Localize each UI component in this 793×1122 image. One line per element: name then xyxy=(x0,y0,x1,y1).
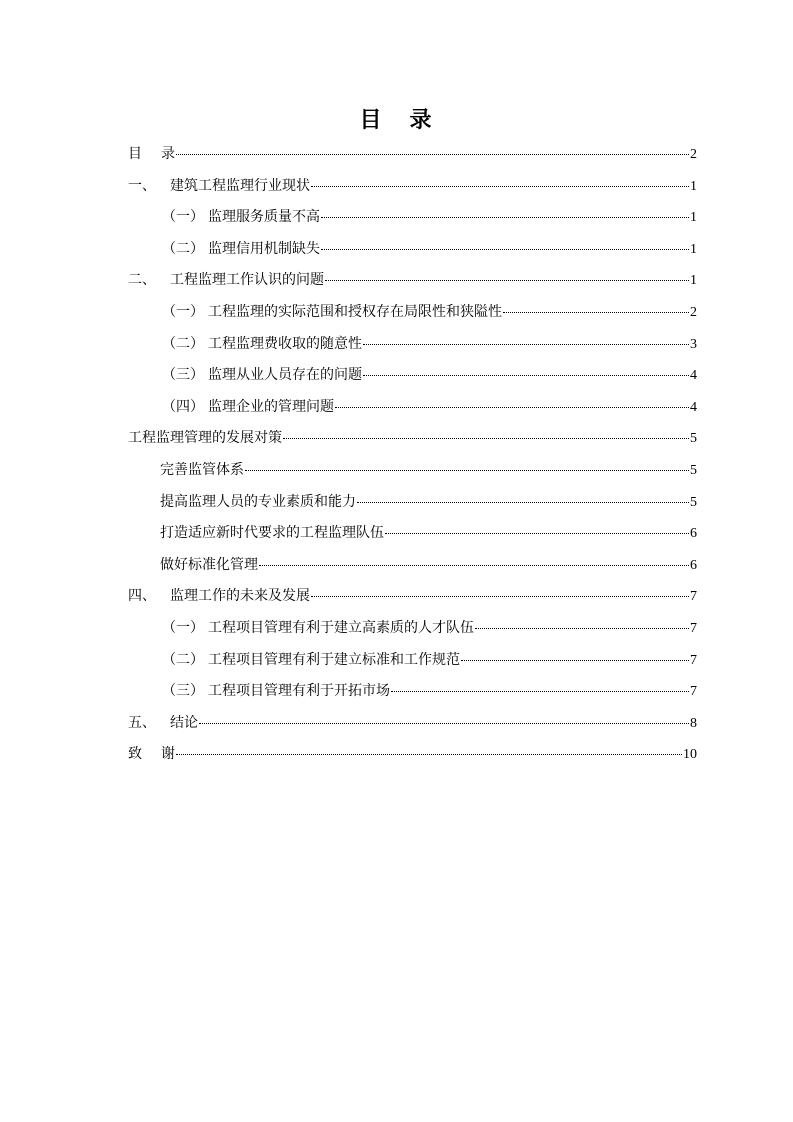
toc-entry-label: 做好标准化管理 xyxy=(160,556,258,573)
toc-entry-page-number: 5 xyxy=(690,494,697,510)
dot-leader xyxy=(385,533,689,534)
toc-entry-page-number: 1 xyxy=(690,241,697,257)
toc-entry-page-number: 4 xyxy=(690,368,697,384)
toc-entry-label: 工程项目管理有利于开拓市场 xyxy=(208,683,390,700)
toc-entry-page-number: 8 xyxy=(690,715,697,731)
toc-entry[interactable] xyxy=(128,238,697,270)
toc-entry-label: 监理企业的管理问题 xyxy=(208,398,334,415)
toc-entry[interactable] xyxy=(128,522,697,554)
toc-entry-number: （一） xyxy=(162,303,204,320)
toc-entry[interactable] xyxy=(128,175,697,207)
toc-entry-page-number: 4 xyxy=(690,399,697,415)
toc-entry-page-number: 10 xyxy=(683,747,697,763)
toc-entry[interactable] xyxy=(128,743,697,775)
toc-entry[interactable] xyxy=(128,680,697,712)
toc-entry[interactable] xyxy=(128,459,697,491)
toc-entry-number: （一） xyxy=(162,209,204,226)
toc-entry-page-number: 1 xyxy=(690,178,697,194)
table-of-contents xyxy=(128,143,697,775)
toc-entry-number: （一） xyxy=(162,619,204,636)
toc-entry-page-number: 5 xyxy=(690,462,697,478)
dot-leader xyxy=(503,312,689,313)
toc-entry-page-number: 3 xyxy=(690,336,697,352)
toc-entry-label: 录 xyxy=(161,146,175,162)
toc-entry-number: 致 xyxy=(128,746,142,763)
dot-leader xyxy=(363,375,689,376)
toc-entry-label: 工程项目管理有利于建立标准和工作规范 xyxy=(208,651,460,668)
toc-entry-number: 五、 xyxy=(128,714,156,731)
toc-entry-label: 监理从业人员存在的问题 xyxy=(208,367,362,384)
dot-leader xyxy=(321,217,689,218)
toc-entry-label: 监理服务质量不高 xyxy=(208,209,320,226)
dot-leader xyxy=(461,660,689,661)
dot-leader xyxy=(363,344,689,345)
dot-leader xyxy=(475,628,689,629)
toc-entry[interactable] xyxy=(128,712,697,744)
toc-entry-number: （二） xyxy=(162,651,204,668)
dot-leader xyxy=(283,438,689,439)
toc-entry-label: 完善监管体系 xyxy=(160,461,244,478)
toc-entry-label: 结论 xyxy=(170,714,198,731)
dot-leader xyxy=(199,723,689,724)
toc-entry-number: （二） xyxy=(162,240,204,257)
toc-entry-page-number: 7 xyxy=(690,620,697,636)
toc-entry-number: 一、 xyxy=(128,177,156,194)
toc-entry-label: 提高监理人员的专业素质和能力 xyxy=(160,493,356,510)
toc-entry-number: （四） xyxy=(162,398,204,415)
toc-entry[interactable] xyxy=(128,491,697,523)
toc-entry-number: （二） xyxy=(162,335,204,352)
toc-entry[interactable] xyxy=(128,554,697,586)
dot-leader xyxy=(335,407,689,408)
dot-leader xyxy=(391,691,689,692)
toc-entry-label: 工程监理费收取的随意性 xyxy=(208,335,362,352)
toc-entry-page-number: 7 xyxy=(690,589,697,605)
toc-entry-number: 四、 xyxy=(128,588,156,605)
toc-entry[interactable] xyxy=(128,585,697,617)
toc-entry[interactable] xyxy=(128,269,697,301)
toc-entry-page-number: 6 xyxy=(690,557,697,573)
toc-entry[interactable] xyxy=(128,143,697,175)
toc-entry-number: 二、 xyxy=(128,272,156,289)
toc-entry-page-number: 5 xyxy=(690,431,697,447)
toc-entry-label: 工程监理管理的发展对策 xyxy=(128,430,282,447)
toc-entry[interactable] xyxy=(128,396,697,428)
dot-leader xyxy=(357,502,689,503)
toc-entry[interactable] xyxy=(128,649,697,681)
dot-leader xyxy=(176,754,682,755)
toc-entry-page-number: 2 xyxy=(690,147,697,162)
dot-leader xyxy=(311,186,689,187)
toc-entry-number: （三） xyxy=(162,683,204,700)
toc-heading-part1: 目 xyxy=(359,107,384,133)
toc-entry-number: 目 xyxy=(128,146,142,162)
toc-heading-part2: 录 xyxy=(409,107,434,133)
toc-entry-label: 工程监理工作认识的问题 xyxy=(170,272,324,289)
toc-entry-page-number: 7 xyxy=(690,684,697,700)
toc-entry-page-number: 7 xyxy=(690,652,697,668)
toc-entry-label: 谢 xyxy=(161,746,175,763)
dot-leader xyxy=(311,596,689,597)
toc-heading xyxy=(0,103,793,134)
dot-leader xyxy=(325,280,689,281)
toc-entry-page-number: 1 xyxy=(690,273,697,289)
toc-entry-page-number: 1 xyxy=(690,210,697,226)
toc-entry[interactable] xyxy=(128,206,697,238)
toc-entry[interactable] xyxy=(128,364,697,396)
toc-entry-label: 工程监理的实际范围和授权存在局限性和狭隘性 xyxy=(208,303,502,320)
toc-entry-page-number: 2 xyxy=(690,304,697,320)
toc-entry-page-number: 6 xyxy=(690,526,697,542)
toc-entry-label: 打造适应新时代要求的工程监理队伍 xyxy=(160,525,384,542)
dot-leader xyxy=(259,565,689,566)
toc-entry[interactable] xyxy=(128,333,697,365)
toc-entry-label: 工程项目管理有利于建立高素质的人才队伍 xyxy=(208,619,474,636)
toc-entry[interactable] xyxy=(128,301,697,333)
toc-entry[interactable] xyxy=(128,427,697,459)
dot-leader xyxy=(321,249,689,250)
dot-leader xyxy=(245,470,689,471)
toc-entry-label: 监理信用机制缺失 xyxy=(208,240,320,257)
toc-entry-label: 建筑工程监理行业现状 xyxy=(170,177,310,194)
toc-entry-number: （三） xyxy=(162,367,204,384)
toc-entry-label: 监理工作的未来及发展 xyxy=(170,588,310,605)
toc-entry[interactable] xyxy=(128,617,697,649)
dot-leader xyxy=(176,154,689,155)
